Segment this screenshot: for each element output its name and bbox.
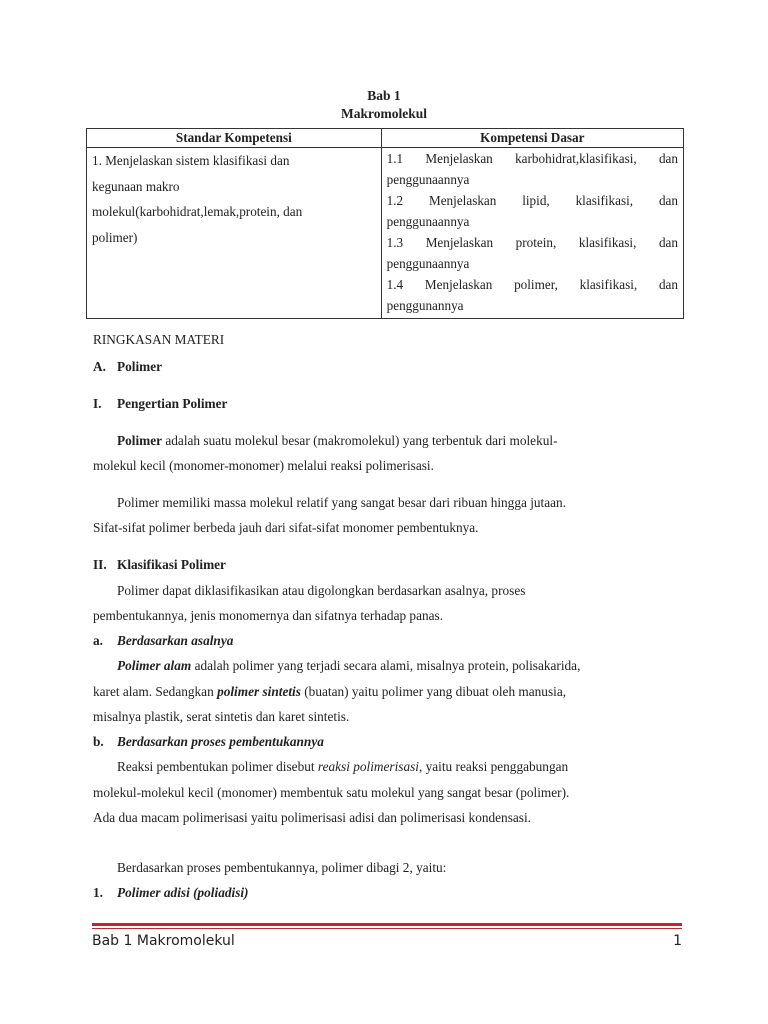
header-kompetensi-dasar: Kompetensi Dasar [381,129,683,148]
paragraph-text: adalah polimer yang terjadi secara alami, misalnya protein, polisakarida, [191,658,581,673]
item-title: Polimer adisi (poliadisi) [117,885,249,900]
paragraph-asal-line1 [117,658,707,674]
paragraph-definition-line1 [117,433,707,449]
term-polimer-alam: Polimer alam [117,658,192,673]
paragraph-text: karet alam. Sedangkan [93,684,218,699]
standar-line: polimer) [92,229,138,245]
kd-line: 1.2 Menjelaskan lipid, klasifikasi, dan [386,193,678,208]
kompetensi-dasar-item [387,274,678,316]
paragraph-definition-line2: molekul kecil (monomer-monomer) melalui reaksi polimerisasi. [93,458,434,473]
section-heading-polimer [93,359,683,375]
competency-table [86,128,684,319]
chapter-number: Bab 1 [367,88,401,103]
paragraph-classification-line1: Polimer dapat diklasifikasikan atau digolongkan berdasarkan asalnya, proses [117,583,526,598]
paragraph-mass-line2: Sifat-sifat polimer berbeda jauh dari sifat-sifat monomer pembentuknya. [93,520,479,535]
chapter-title: Makromolekul [340,106,427,121]
kd-line: penggunaannya [386,172,470,187]
subheading-asal [93,633,683,649]
section-label: A. [93,359,106,374]
paragraph-asal-line3: misalnya plastik, serat sintetis dan karet sintetis. [93,709,350,724]
competency-table-header-row [87,129,684,148]
section-label: II. [93,557,107,572]
section-heading-pengertian [93,396,683,412]
paragraph-text: (buatan) yaitu polimer yang dibuat oleh manusia, [300,684,567,699]
term-reaksi-polimerisasi: reaksi polimerisasi [317,759,419,774]
kompetensi-dasar-cell [381,148,683,319]
kd-line: 1.4 Menjelaskan polimer, klasifikasi, dan [386,277,678,292]
section-heading-klasifikasi [93,557,683,573]
paragraph-mass-line1: Polimer memiliki massa molekul relatif yang sangat besar dari ribuan hingga jutaan. [117,495,567,510]
header-standar-kompetensi: Standar Kompetensi [87,129,382,148]
paragraph-text: , yaitu reaksi penggabungan [418,759,569,774]
sub-label: b. [93,734,104,749]
paragraph-classification-line2: pembentukannya, jenis monomernya dan sifatnya terhadap panas. [93,608,444,623]
kompetensi-dasar-item [387,148,678,190]
paragraph-proses-line3: Ada dua macam polimerisasi yaitu polimerisasi adisi dan polimerisasi kondensasi. [93,810,531,825]
kd-line: penggunaannya [386,256,470,271]
footer-rule [92,923,682,926]
kompetensi-dasar-item [387,190,678,232]
term-polimer-sintetis: polimer sintetis [217,684,301,699]
kd-line: 1.1 Menjelaskan karbohidrat,klasifikasi, dan [386,151,678,166]
paragraph-pembagian: Berdasarkan proses pembentukannya, polimer dibagi 2, yaitu: [117,860,447,875]
item-label: 1. [93,885,103,900]
section-title: Klasifikasi Polimer [117,557,226,572]
footer-rule-thin [92,928,682,929]
section-title: Polimer [117,359,163,374]
competency-table-row [87,148,684,319]
standar-line: molekul(karbohidrat,lemak,protein, dan [92,204,303,219]
standar-line: 1. Menjelaskan sistem klasifikasi dan [92,153,290,168]
section-heading-ringkasan: RINGKASAN MATERI [93,332,225,347]
item-polimer-adisi [93,885,683,901]
section-title: Pengertian Polimer [117,396,228,411]
kd-line: penggunannya [386,298,464,313]
kd-line: penggunaannya [386,214,470,229]
subheading-proses [93,734,683,750]
paragraph-proses-line1 [117,759,707,775]
footer-title: Bab 1 Makromolekul [92,933,235,949]
paragraph-text: Reaksi pembentukan polimer disebut [117,759,318,774]
term-polimer: Polimer [117,433,163,448]
sub-label: a. [93,633,103,648]
kd-line: 1.3 Menjelaskan protein, klasifikasi, dan [386,235,678,250]
paragraph-text: adalah suatu molekul besar (makromolekul) yang terbentuk dari molekul- [162,433,558,448]
page-number: 1 [673,933,682,949]
standar-kompetensi-cell [87,148,382,319]
sub-title: Berdasarkan proses pembentukannya [117,734,324,749]
section-label: I. [93,396,102,411]
standar-line: kegunaan makro [92,178,180,194]
sub-title: Berdasarkan asalnya [117,633,234,648]
paragraph-asal-line2 [93,684,683,700]
kompetensi-dasar-item [387,232,678,274]
paragraph-proses-line2: molekul-molekul kecil (monomer) membentuk satu molekul yang sangat besar (polimer). [93,785,570,800]
